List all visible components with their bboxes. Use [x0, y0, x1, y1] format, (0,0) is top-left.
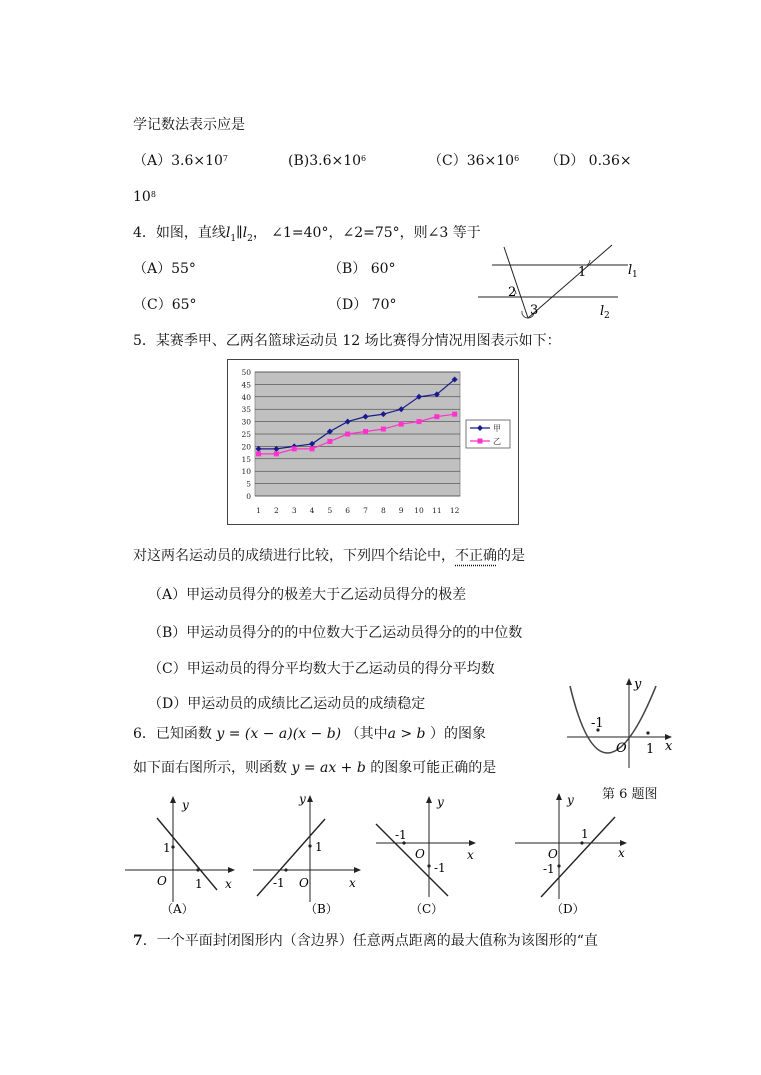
- y-tick-label-40: 40: [241, 392, 251, 402]
- q4-l2-label: l: [600, 304, 605, 319]
- y-tick-label-15: 15: [241, 454, 251, 464]
- svg-text:x: x: [225, 877, 232, 891]
- x-tick-label-9: 9: [398, 506, 404, 515]
- svg-text:x: x: [349, 876, 356, 890]
- series-1-point-5: [327, 439, 332, 444]
- x-tick-label-5: 5: [327, 506, 333, 515]
- q3-option-b: $(B)3.6\times 10^6$: [288, 153, 367, 169]
- q3-option-d: （D） 0.36×: [545, 153, 632, 169]
- svg-text:1: 1: [315, 840, 323, 854]
- q3-option-d-wrap: $10^8$: [133, 189, 156, 205]
- svg-text:1: 1: [646, 742, 655, 757]
- series-1-point-8: [381, 427, 386, 432]
- q6-stem-2: 如下面右图所示，则函数 y = ax + b 的图象可能正确的是: [133, 760, 497, 776]
- series-1-point-12: [452, 412, 457, 417]
- q5-chart-frame: [227, 359, 519, 525]
- series-1-point-6: [345, 432, 350, 437]
- svg-text:y: y: [567, 793, 574, 807]
- y-tick-label-45: 45: [241, 380, 251, 390]
- series-1-point-9: [399, 422, 404, 427]
- series-1-point-7: [363, 429, 368, 434]
- q5-question: 对这两名运动员的成绩进行比较，下列四个结论中，不正确的是: [133, 548, 525, 564]
- y-tick-label-50: 50: [241, 368, 251, 377]
- svg-text:（C）: （C）: [410, 902, 444, 916]
- q6-parabola-figure: [562, 672, 682, 772]
- q4-transversal-1: [504, 247, 528, 318]
- svg-text:O: O: [616, 741, 627, 756]
- q6-graph-d: [515, 789, 635, 918]
- svg-text:O: O: [415, 847, 425, 861]
- x-tick-label-12: 12: [449, 506, 460, 515]
- y-tick-label-10: 10: [241, 467, 251, 477]
- q5-stem: 5．某赛季甲、乙两名篮球运动员 12 场比赛得分情况用图表示如下：: [133, 333, 561, 349]
- q4-option-a: （A）55°: [133, 261, 196, 277]
- svg-text:（B）: （B）: [305, 902, 338, 916]
- legend-box: [466, 420, 510, 448]
- svg-text:O: O: [548, 847, 558, 861]
- y-tick-label-0: 0: [246, 492, 251, 501]
- series-1-point-4: [310, 446, 315, 451]
- svg-text:-1: -1: [273, 876, 285, 890]
- q4-angle-3-label: 3: [530, 303, 539, 318]
- y-tick-label-35: 35: [241, 405, 251, 415]
- q4-option-d: （D） 70°: [328, 297, 397, 313]
- svg-text:x: x: [665, 739, 673, 754]
- legend-label-1: 乙: [493, 437, 501, 446]
- x-tick-label-1: 1: [256, 506, 261, 515]
- x-tick-label-10: 10: [414, 506, 424, 515]
- svg-text:x: x: [618, 846, 625, 860]
- legend-marker-1: [478, 439, 483, 444]
- q4-option-c: （C）65°: [133, 297, 197, 313]
- svg-text:y: y: [437, 795, 444, 809]
- svg-text:O: O: [157, 874, 167, 888]
- series-1-point-1: [256, 451, 261, 456]
- series-1-point-10: [417, 419, 422, 424]
- svg-text:-1: -1: [434, 861, 446, 875]
- q4-l1-sub: 1: [632, 270, 638, 280]
- q4-figure: [470, 238, 650, 328]
- q4-stem: 4．如图，直线$l_1\parallel l_2$， ∠1=40°，∠2=75°，则∠3 等于: [133, 225, 481, 244]
- q7-stem: 7．一个平面封闭图形内（含边界）任意两点距离的最大值称为该图形的“直: [133, 933, 598, 949]
- svg-text:x: x: [467, 848, 474, 862]
- q5-option-b: （B）甲运动员得分的的中位数大于乙运动员得分的的中位数: [148, 625, 523, 641]
- q3-continuation: 学记数法表示应是: [133, 117, 245, 133]
- q4-angle-2-label: 2: [508, 285, 517, 300]
- svg-text:y: y: [299, 792, 306, 806]
- svg-text:1: 1: [195, 877, 203, 891]
- x-tick-label-2: 2: [274, 506, 279, 515]
- x-tick-label-8: 8: [380, 506, 386, 515]
- svg-text:y: y: [634, 677, 642, 692]
- x-tick-label-4: 4: [309, 506, 315, 515]
- svg-text:（A）: （A）: [161, 902, 194, 916]
- series-1-point-3: [292, 446, 297, 451]
- svg-text:-1: -1: [591, 716, 604, 731]
- y-tick-label-25: 25: [241, 430, 251, 439]
- y-tick-label-30: 30: [241, 417, 251, 427]
- q5-option-c: （C）甲运动员的得分平均数大于乙运动员的得分平均数: [148, 661, 495, 677]
- q4-l1-label: l: [628, 263, 633, 278]
- series-1-point-2: [274, 451, 279, 456]
- q6-graph-c: [370, 792, 485, 918]
- q5-line-chart: [228, 360, 518, 524]
- q3-option-a: $(A)3.6\times 10^7$: [133, 153, 229, 169]
- svg-text:1: 1: [163, 841, 171, 855]
- y-tick-label-5: 5: [246, 479, 251, 489]
- q6-parabola-curve: [570, 686, 656, 753]
- x-tick-label-3: 3: [291, 506, 297, 515]
- svg-text:（D）: （D）: [551, 902, 585, 916]
- q5-option-d: （D）甲运动员的成绩比乙运动员的成绩稳定: [148, 696, 426, 712]
- svg-text:O: O: [299, 876, 309, 890]
- q5-option-a: （A）甲运动员得分的极差大于乙运动员得分的极差: [148, 587, 467, 603]
- q6-graph-b: [253, 789, 368, 918]
- series-1-point-11: [434, 414, 439, 419]
- svg-text:-1: -1: [543, 862, 555, 876]
- x-tick-label-11: 11: [432, 506, 442, 515]
- q4-l2-sub: 2: [604, 311, 610, 321]
- q6-graph-a: [125, 792, 240, 918]
- svg-text:-1: -1: [395, 828, 407, 842]
- x-tick-label-6: 6: [345, 506, 351, 515]
- q5-emphasis: 不正确: [455, 548, 497, 564]
- svg-text:1: 1: [581, 827, 589, 841]
- q4-option-b: （B） 60°: [328, 261, 396, 277]
- x-tick-label-7: 7: [363, 506, 368, 515]
- q6-stem: 6．已知函数 y = (x − a)(x − b) （其中a > b ）的图象: [133, 726, 486, 742]
- svg-text:y: y: [182, 798, 189, 812]
- q4-angle-1-label: 1: [578, 265, 587, 280]
- y-tick-label-20: 20: [241, 442, 251, 452]
- q3-option-c: $(C)36\times 10^6$: [428, 153, 520, 169]
- q6-figure-caption: 第 6 题图: [602, 787, 658, 802]
- legend-label-0: 甲: [493, 424, 501, 433]
